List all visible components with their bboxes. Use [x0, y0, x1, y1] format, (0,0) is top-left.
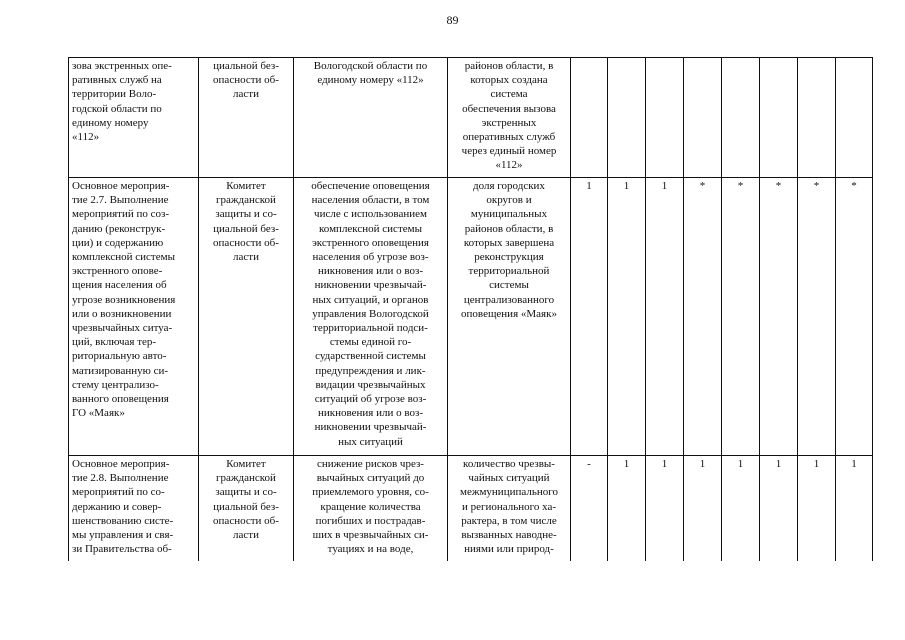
value-cell: 1: [722, 456, 760, 562]
table-row: [69, 58, 873, 178]
value-cell: *: [760, 178, 798, 456]
value-cell: 1: [646, 456, 684, 562]
value-cell: [836, 58, 873, 178]
value-cell: *: [798, 178, 836, 456]
value-cell: 1: [836, 456, 873, 562]
indicator-cell: доля городских округов и муниципальных районов области, в которых завершена реконструкция территориальной системы централизованного оповещения «Маяк»: [448, 178, 571, 456]
value-cell: [760, 58, 798, 178]
executor-cell: циальной без- опасности об- ласти: [199, 58, 294, 178]
value-cell: [684, 58, 722, 178]
value-cell: 1: [798, 456, 836, 562]
value-cell: 1: [608, 456, 646, 562]
value-cell: 1: [760, 456, 798, 562]
value-cell: *: [722, 178, 760, 456]
value-cell: *: [836, 178, 873, 456]
activity-cell: Основное мероприя- тие 2.8. Выполнение мероприятий по со- держанию и совер- шенствованию систе- мы управления и свя- зи Правительства об-: [69, 456, 199, 562]
value-cell: 1: [684, 456, 722, 562]
goal-cell: Вологодской области по единому номеру «112»: [294, 58, 448, 178]
goal-cell: обеспечение оповещения населения области, в том числе с использованием комплексной системы экстренного оповещения населения об угрозе воз- никновения или о воз- никновении чрезвычай- ных ситуаций, и органов управления Вологодской территориальной подси- стемы единой го- сударственной системы предупреждения и лик- видации чрезвычайных ситуаций об угрозе воз- никновения или о воз- никновении чрезвычай- ных ситуаций: [294, 178, 448, 456]
executor-cell: Комитет гражданской защиты и со- циальной без- опасности об- ласти: [199, 178, 294, 456]
indicator-cell: районов области, в которых создана система обеспечения вызова экстренных оперативных служб через единый номер «112»: [448, 58, 571, 178]
table-row: [69, 178, 873, 456]
value-cell: 1: [608, 178, 646, 456]
page-number: 89: [446, 13, 459, 27]
table-row: [69, 456, 873, 562]
value-cell: [608, 58, 646, 178]
executor-cell: Комитет гражданской защиты и со- циальной без- опасности об- ласти: [199, 456, 294, 562]
indicator-cell: количество чрезвы- чайных ситуаций межмуниципального и регионального ха- рактера, в том числе вызванных наводне- ниями или природ-: [448, 456, 571, 562]
goal-cell: снижение рисков чрез- вычайных ситуаций до приемлемого уровня, со- кращение количества погибших и пострадав- ших в чрезвычайных си- туациях и на воде,: [294, 456, 448, 562]
value-cell: -: [571, 456, 608, 562]
activity-cell: зова экстренных опе- ративных служб на территории Воло- годской области по единому номеру «112»: [69, 58, 199, 178]
value-cell: 1: [646, 178, 684, 456]
activity-cell: Основное мероприя- тие 2.7. Выполнение мероприятий по соз- данию (реконструк- ции) и содержанию комплексной системы экстренного опове- щения населения об угрозе возникновения или о возникновении чрезвычайных ситуа- ций, включая тер- риториальную авто- матизированную си- стему централизо- ванного оповещения ГО «Маяк»: [69, 178, 199, 456]
value-cell: [571, 58, 608, 178]
value-cell: [798, 58, 836, 178]
value-cell: [646, 58, 684, 178]
program-activities-table: [68, 57, 873, 561]
value-cell: *: [684, 178, 722, 456]
value-cell: [722, 58, 760, 178]
value-cell: 1: [571, 178, 608, 456]
